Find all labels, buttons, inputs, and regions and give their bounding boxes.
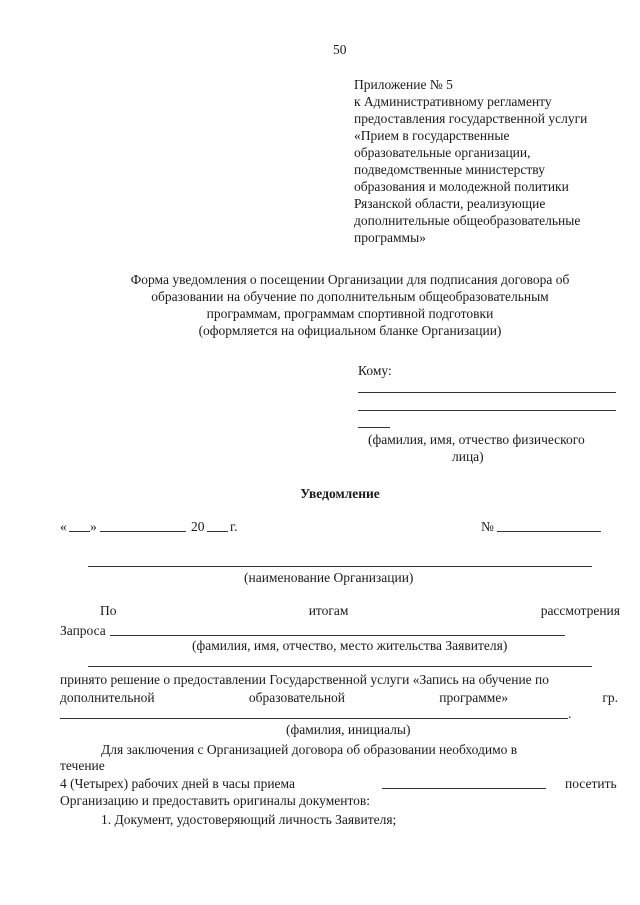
applicant-line <box>110 635 565 636</box>
provide-line: Организацию и предоставить оригиналы документов: <box>60 793 371 808</box>
recipient-caption: (фамилия, имя, отчество физического <box>368 432 585 447</box>
citizen-name-line <box>60 718 568 719</box>
notice-heading: Уведомление <box>300 486 380 501</box>
form-title-line: программам, программам спортивной подготовки <box>206 306 494 321</box>
appendix-line: к Административному регламенту <box>354 94 552 109</box>
appendix-line: образования и молодежной политики <box>354 179 569 194</box>
recipient-line <box>358 392 616 393</box>
date-month-blank <box>100 531 186 532</box>
date-year-suffix: г. <box>230 519 238 534</box>
appendix-line: дополнительные общеобразовательные <box>354 213 581 228</box>
request-label: Запроса <box>60 623 106 638</box>
decision-word: дополнительной <box>60 690 155 705</box>
appendix-line: Приложение № 5 <box>354 77 453 92</box>
date-year-blank <box>207 531 228 532</box>
results-word: рассмотрения <box>540 603 620 618</box>
recipient-label: Кому: <box>358 363 392 378</box>
recipient-line <box>358 410 616 411</box>
number-blank <box>497 531 601 532</box>
appendix-line: предоставления государственной услуги <box>354 111 588 126</box>
results-word: По <box>100 603 117 618</box>
decision-word: программе» <box>439 690 509 705</box>
appendix-line: Рязанской области, реализующие <box>354 196 546 211</box>
recipient-line-short <box>358 427 390 428</box>
applicant-caption: (фамилия, имя, отчество, место жительства Заявителя) <box>192 638 508 653</box>
decision-line-2 <box>60 689 618 706</box>
decision-line: принято решение о предоставлении Государственной услуги «Запись на обучение по <box>60 672 550 687</box>
date-close-quote: » <box>90 519 97 534</box>
date-open-quote: « <box>60 519 67 534</box>
appendix-line: образовательные организации, <box>354 145 531 160</box>
form-title-line: Форма уведомления о посещении Организации для подписания договора об <box>130 272 570 287</box>
recipient-caption: лица) <box>452 449 484 464</box>
date-year-prefix: 20 <box>191 519 205 534</box>
appendix-line: программы» <box>354 230 426 245</box>
results-line <box>100 602 620 619</box>
reception-hours-blank <box>382 788 546 789</box>
organization-line <box>88 566 592 567</box>
contract-line: Для заключения с Организацией договора об образовании необходимо в <box>101 742 518 757</box>
applicant-line-2 <box>88 666 592 667</box>
results-word: итогам <box>308 603 349 618</box>
appendix-line: подведомственные министерству <box>354 162 545 177</box>
date-day-blank <box>69 531 90 532</box>
period-mark: . <box>568 706 572 721</box>
decision-word: гр. <box>602 690 618 705</box>
appendix-line: «Прием в государственные <box>354 128 510 143</box>
document-item: 1. Документ, удостоверяющий личность Заявителя; <box>101 812 397 827</box>
contract-line-2: течение <box>60 758 105 773</box>
name-caption: (фамилия, инициалы) <box>286 722 411 737</box>
organization-caption: (наименование Организации) <box>244 570 414 585</box>
number-sign: № <box>481 519 494 534</box>
visit-line-part2: посетить <box>565 776 617 791</box>
page-number: 50 <box>333 42 347 57</box>
decision-word: образовательной <box>248 690 346 705</box>
visit-line-part1: 4 (Четырех) рабочих дней в часы приема <box>60 776 295 791</box>
form-title-line: (оформляется на официальном бланке Организации) <box>198 323 502 338</box>
form-title-line: образовании на обучение по дополнительным общеобразовательным <box>151 289 549 304</box>
